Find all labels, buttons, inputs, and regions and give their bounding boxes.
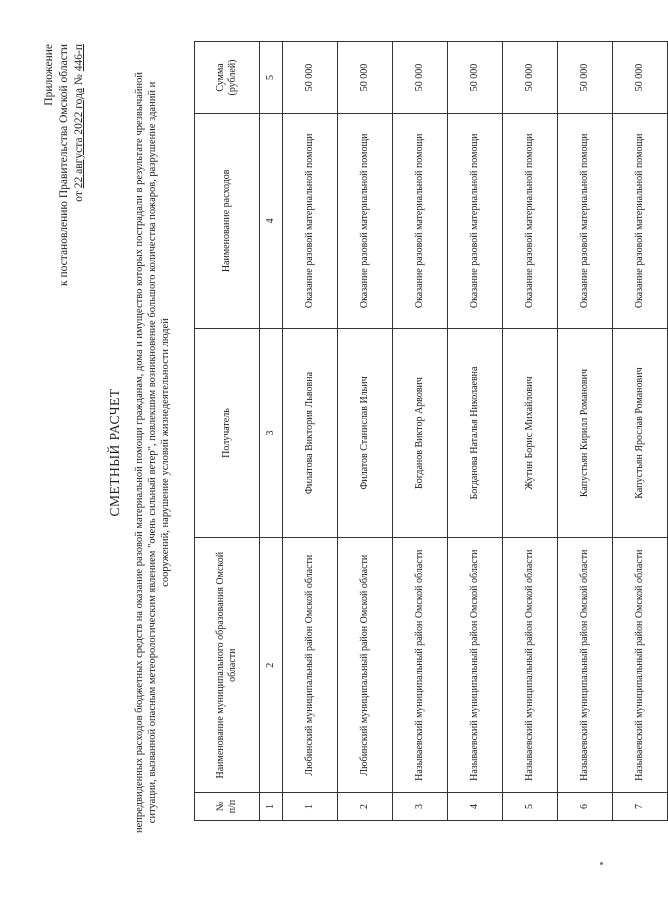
row-municipality: Называевский муниципальный район Омской области [503,538,558,793]
row-recipient: Филатова Виктория Львовна [283,328,338,538]
row-purpose: Оказание разовой материальной помощи [558,113,613,328]
row-recipient: Филатов Станислав Ильич [338,328,393,538]
scan-speck [600,862,603,865]
row-recipient: Богданова Наталья Николаевна [448,328,503,538]
table-row [503,42,558,821]
appendix-number: 446-п [73,44,85,72]
col-number-1: 1 [260,793,283,821]
row-municipality: Называевский муниципальный район Омской области [393,538,448,793]
document-title: СМЕТНЫЙ РАСЧЕТ [107,388,122,517]
document-intro: непредвиденных расходов бюджетных средств на оказание разовой материальной помощи гражданам, дома и имущество которых пострадали в результате чрезвычайной ситуации, вызванной опасным метеорологическим явлением "очень сильный ветер", повлекшим возникновение большого количества пожаров, разрушение зданий и сооружений, нарушение условий жизнедеятельности людей [134,72,171,833]
row-purpose: Оказание разовой материальной помощи [448,113,503,328]
row-municipality: Называевский муниципальный район Омской области [448,538,503,793]
row-purpose: Оказание разовой материальной помощи [393,113,448,328]
header-purpose: Наименование расходов [195,113,260,328]
header-amount: Сумма (рублей) [195,42,260,114]
row-number: 6 [558,793,613,821]
header-recipient: Получатель [195,328,260,538]
col-number-5: 5 [260,42,283,114]
row-number: 2 [338,793,393,821]
row-municipality: Называевский муниципальный район Омской области [558,538,613,793]
row-purpose: Оказание разовой материальной помощи [613,113,668,328]
appendix-from-label: от [73,191,85,202]
table-row [613,42,668,821]
table-row [393,42,448,821]
appendix-label: Приложение [43,44,55,106]
row-municipality: Любинский муниципальный район Омской области [338,538,393,793]
table-row [558,42,613,821]
row-recipient: Богданов Виктор Арвович [393,328,448,538]
row-municipality: Любинский муниципальный район Омской области [283,538,338,793]
header-municipality: Наименование муниципального образования Омской области [195,538,260,793]
appendix-date: 22 августа 2022 года [73,87,85,189]
header-number: № п/п [195,793,260,821]
row-amount: 50 000 [283,42,338,114]
row-purpose: Оказание разовой материальной помощи [503,113,558,328]
table-row [338,42,393,821]
column-number-row [260,42,283,821]
row-amount: 50 000 [613,42,668,114]
table-header-row [195,42,260,821]
row-number: 3 [393,793,448,821]
appendix-decree: к постановлению Правительства Омской области [58,44,70,286]
appendix-number-label: № [73,74,85,86]
row-number: 1 [283,793,338,821]
col-number-3: 3 [260,328,283,538]
table-row [283,42,338,821]
row-purpose: Оказание разовой материальной помощи [338,113,393,328]
row-amount: 50 000 [338,42,393,114]
table-row [448,42,503,821]
row-number: 7 [613,793,668,821]
row-amount: 50 000 [503,42,558,114]
row-amount: 50 000 [393,42,448,114]
col-number-4: 4 [260,113,283,328]
row-number: 4 [448,793,503,821]
estimate-table [194,41,668,821]
row-municipality: Называевский муниципальный район Омской области [613,538,668,793]
col-number-2: 2 [260,538,283,793]
row-recipient: Капустьян Кирилл Романович [558,328,613,538]
row-amount: 50 000 [558,42,613,114]
row-purpose: Оказание разовой материальной помощи [283,113,338,328]
row-recipient: Капустьян Ярослав Романович [613,328,668,538]
appendix-date-line [72,44,87,286]
row-number: 5 [503,793,558,821]
row-amount: 50 000 [448,42,503,114]
appendix-block [42,44,87,286]
row-recipient: Жутин Борис Михайлович [503,328,558,538]
